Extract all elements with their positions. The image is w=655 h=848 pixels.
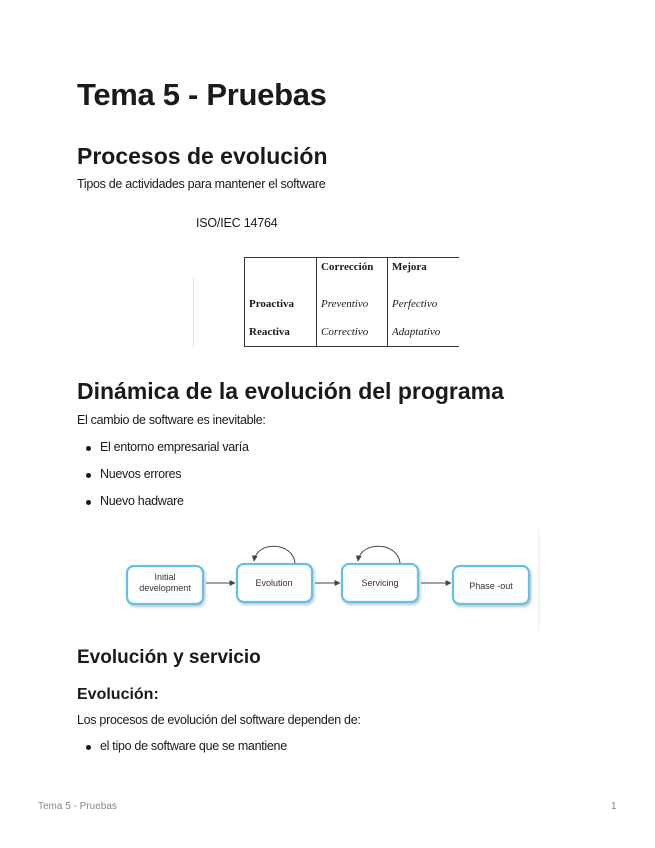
table-row: [245, 318, 460, 347]
list-item: Nuevos errores: [77, 467, 249, 494]
figure-divider: [193, 278, 194, 348]
list-item: Nuevo hadware: [77, 494, 249, 521]
node-label: Evolution: [255, 578, 293, 588]
list-item: el tipo de software que se mantiene: [77, 739, 287, 766]
table-header-row: [245, 258, 460, 291]
table-cell: Adaptativo: [388, 318, 460, 347]
section-heading-evolucion-servicio: Evolución y servicio: [77, 647, 261, 668]
section-paragraph: Tipos de actividades para mantener el software: [77, 177, 326, 191]
list-item: El entorno empresarial varía: [77, 440, 249, 467]
node-label: Phase -out: [469, 581, 513, 591]
node-label: Servicing: [361, 578, 399, 588]
iso-table: [244, 257, 459, 347]
table-row: [245, 290, 460, 318]
node-label-line: development: [139, 583, 191, 593]
table-header-cell: [245, 258, 317, 291]
evolution-flow-diagram: [117, 530, 541, 630]
table-header-cell: Mejora: [388, 258, 460, 291]
page-number: 1: [611, 801, 617, 812]
table-row-header: Proactiva: [245, 290, 317, 318]
subheading-evolucion: Evolución:: [77, 686, 159, 703]
table-cell: Preventivo: [317, 290, 388, 318]
section-heading-dinamica: Dinámica de la evolución del programa: [77, 378, 504, 404]
section-paragraph: Los procesos de evolución del software dependen de:: [77, 713, 361, 727]
table-header-cell: Corrección: [317, 258, 388, 291]
bullet-list: [77, 739, 287, 766]
node-label-line: Initial: [154, 572, 176, 582]
page-title: Tema 5 - Pruebas: [77, 77, 327, 112]
table-cell: Perfectivo: [388, 290, 460, 318]
table-cell: Correctivo: [317, 318, 388, 347]
section-heading-procesos: Procesos de evolución: [77, 143, 328, 169]
bullet-list: [77, 440, 249, 521]
table-row-header: Reactiva: [245, 318, 317, 347]
section-paragraph: El cambio de software es inevitable:: [77, 413, 266, 427]
footer-title: Tema 5 - Pruebas: [38, 801, 117, 812]
figure-caption: ISO/IEC 14764: [196, 216, 278, 230]
